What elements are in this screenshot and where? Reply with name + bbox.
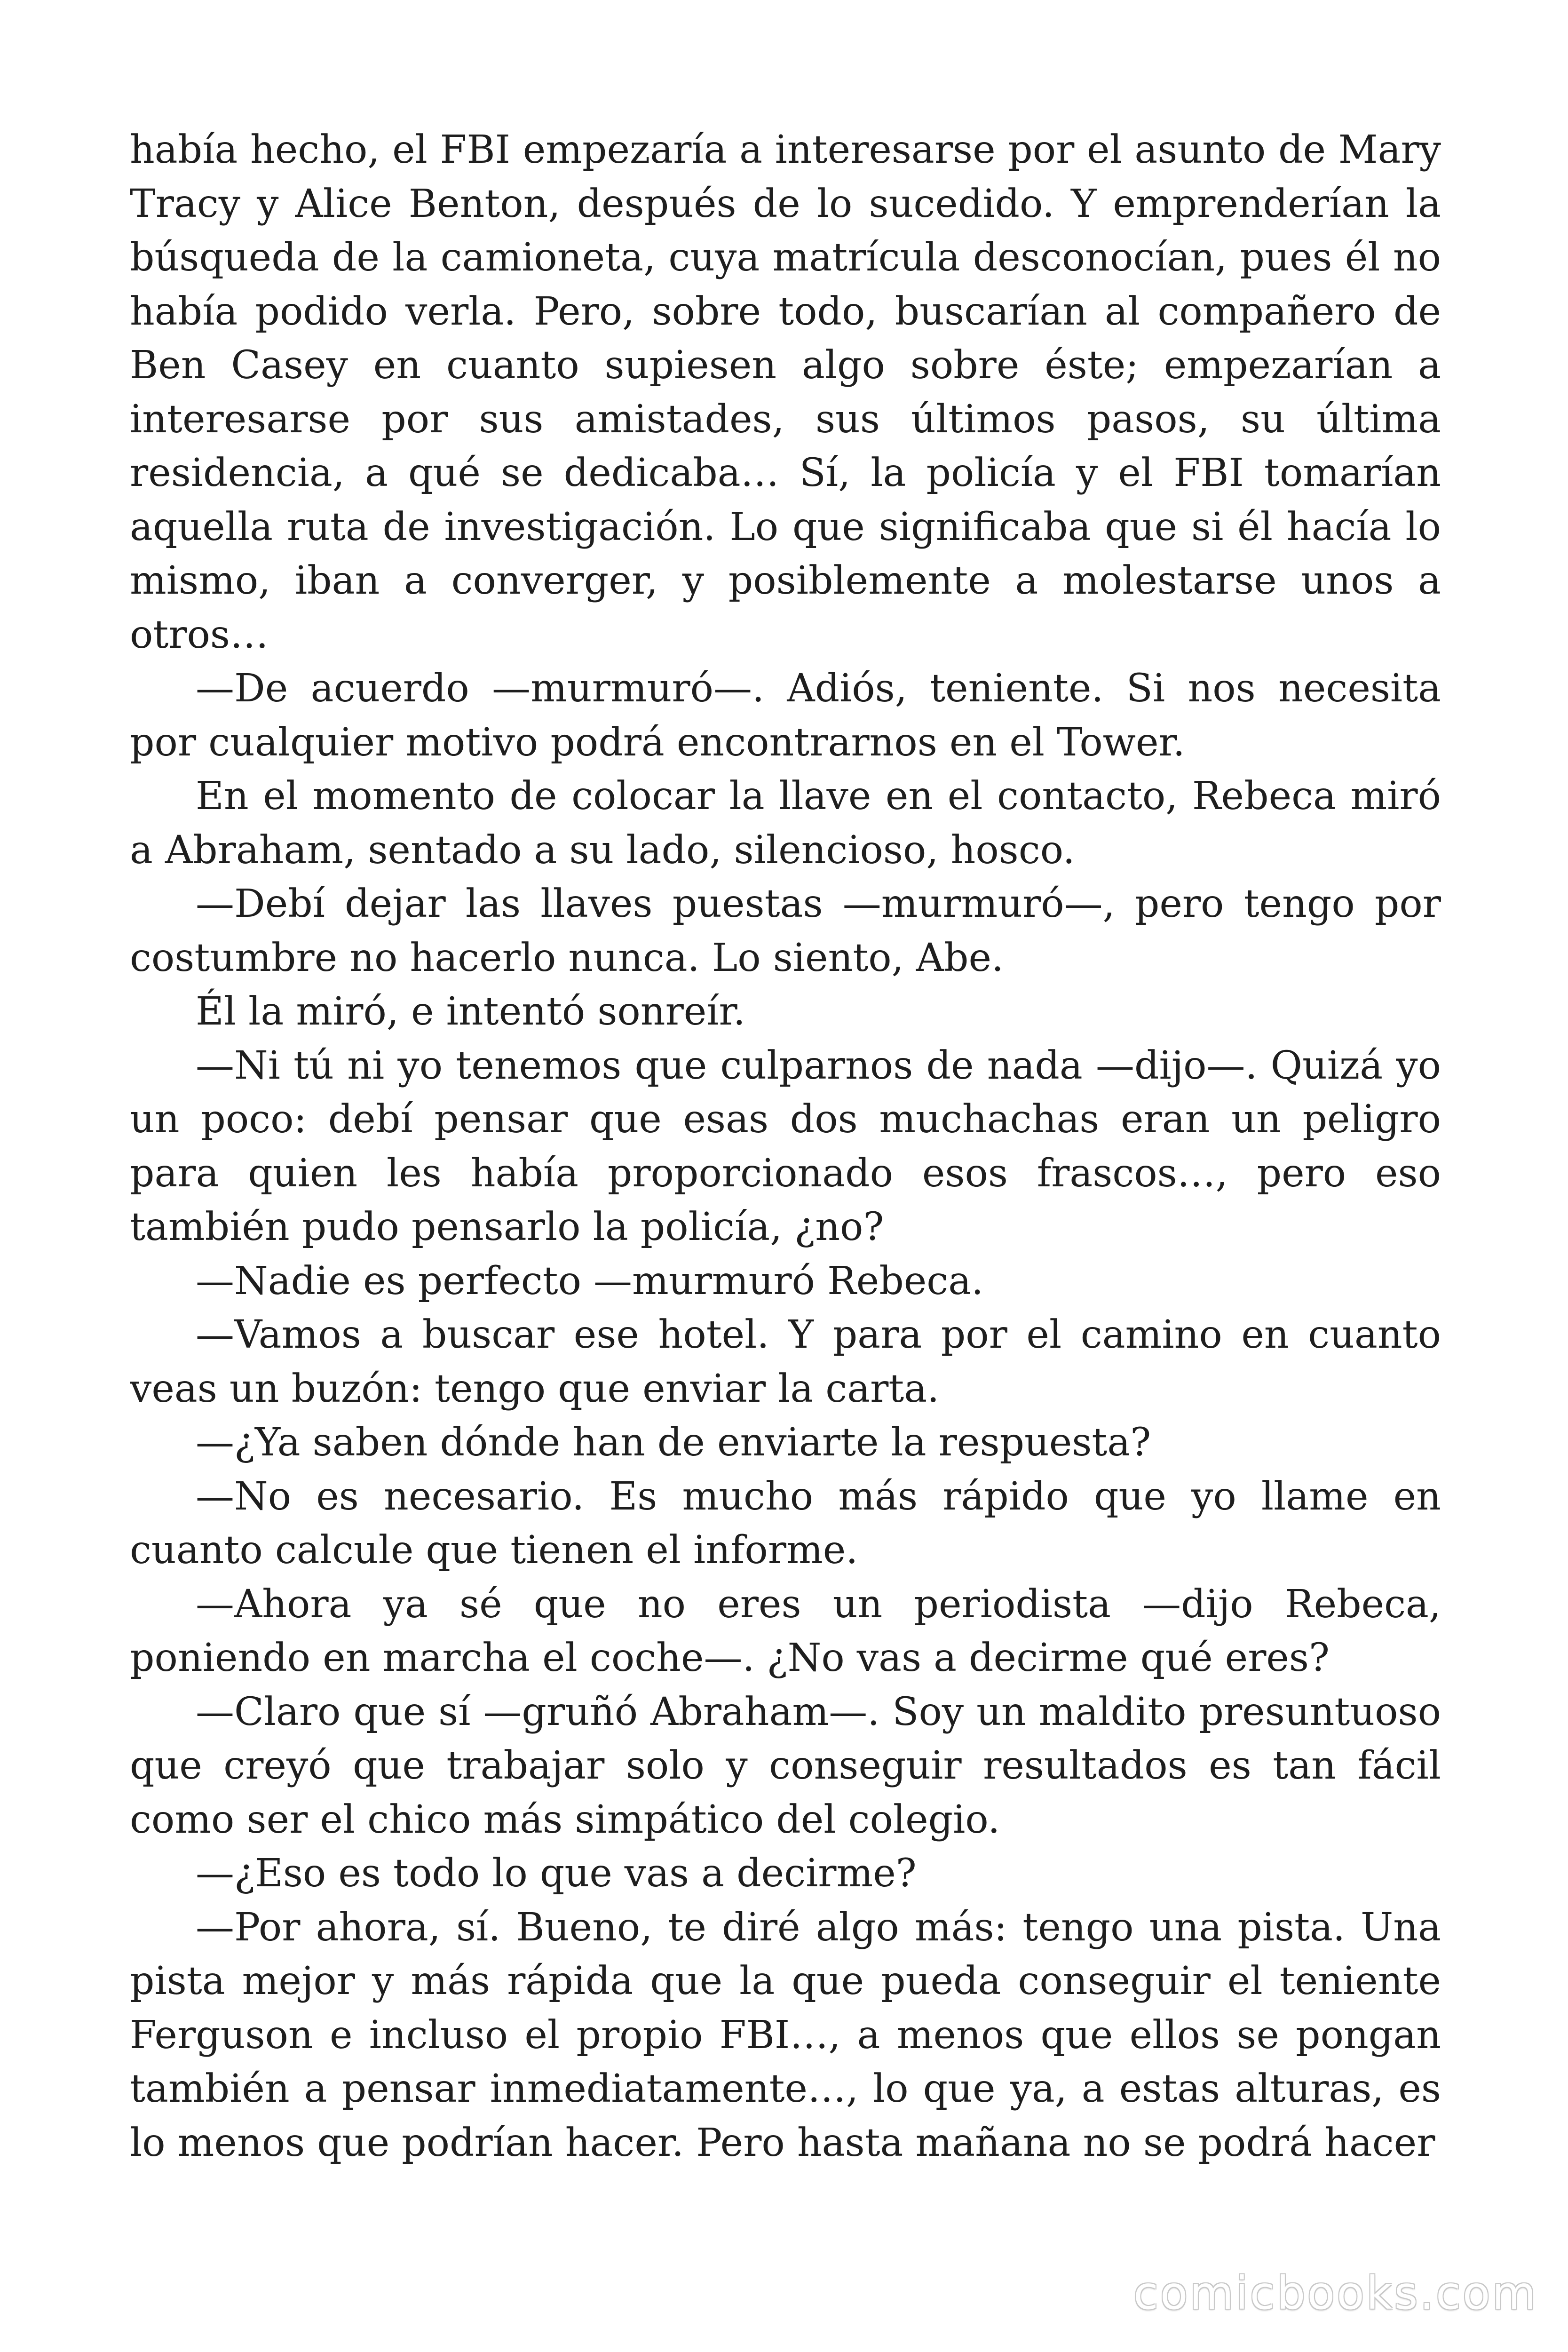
paragraph-2: —De acuerdo —murmuró—. Adiós, teniente. Si nos necesita por cualquier motivo podrá encontrarnos en el Tower. [130, 666, 1441, 765]
paragraph-8: —Vamos a buscar ese hotel. Y para por el camino en cuanto veas un buzón: tengo que enviar la carta. [130, 1312, 1441, 1411]
paragraph-12: —Claro que sí —gruñó Abraham—. Soy un maldito presuntuoso que creyó que trabajar solo y conseguir resultados es tan fácil como ser el chico más simpático del colegio. [130, 1689, 1441, 1842]
paragraph-13: —¿Eso es todo lo que vas a decirme? [196, 1851, 917, 1896]
watermark: comicbooks.com [1133, 2267, 1538, 2320]
paragraph-4: —Debí dejar las llaves puestas —murmuró—, pero tengo por costumbre no hacerlo nunca. Lo siento, Abe. [130, 882, 1441, 980]
paragraph-7: —Nadie es perfecto —murmuró Rebeca. [196, 1258, 984, 1303]
paragraph-10: —No es necesario. Es mucho más rápido que yo llame en cuanto calcule que tienen el informe. [130, 1474, 1441, 1573]
paragraph-14: —Por ahora, sí. Bueno, te diré algo más: tengo una pista. Una pista mejor y más rápida que la que pueda conseguir el teniente Ferguson e incluso el propio FBI…, a menos que ellos se pongan también a pensar inmediatamente…, lo que ya, a estas alturas, es lo menos que podrían hacer. Pero hasta mañana no se podrá hacer [130, 1905, 1441, 2165]
paragraph-9: —¿Ya saben dónde han de enviarte la respuesta? [196, 1420, 1151, 1465]
book-page [130, 123, 1441, 2221]
paragraph-6: —Ni tú ni yo tenemos que culparnos de nada —dijo—. Quizá yo un poco: debí pensar que esas dos muchachas eran un peligro para quien les había proporcionado esos frascos…, pero eso también pudo pensarlo la policía, ¿no? [130, 1043, 1441, 1249]
paragraph-3: En el momento de colocar la llave en el contacto, Rebeca miró a Abraham, sentado a su lado, silencioso, hosco. [130, 774, 1441, 873]
paragraph-1: había hecho, el FBI empezaría a interesarse por el asunto de Mary Tracy y Alice Benton, después de lo sucedido. Y emprenderían la búsqueda de la camioneta, cuya matrícula desconocían, pues él no había podido verla. Pero, sobre todo, buscarían al compañero de Ben Casey en cuanto supiesen algo sobre éste; empezarían a interesarse por sus amistades, sus últimos pasos, su última residencia, a qué se dedicaba… Sí, la policía y el FBI tomarían aquella ruta de investigación. Lo que significaba que si él hacía lo mismo, iban a converger, y posiblemente a molestarse unos a otros… [130, 127, 1441, 657]
paragraph-5: Él la miró, e intentó sonreír. [196, 989, 745, 1034]
paragraph-11: —Ahora ya sé que no eres un periodista —dijo Rebeca, poniendo en marcha el coche—. ¿No vas a decirme qué eres? [130, 1581, 1441, 1680]
